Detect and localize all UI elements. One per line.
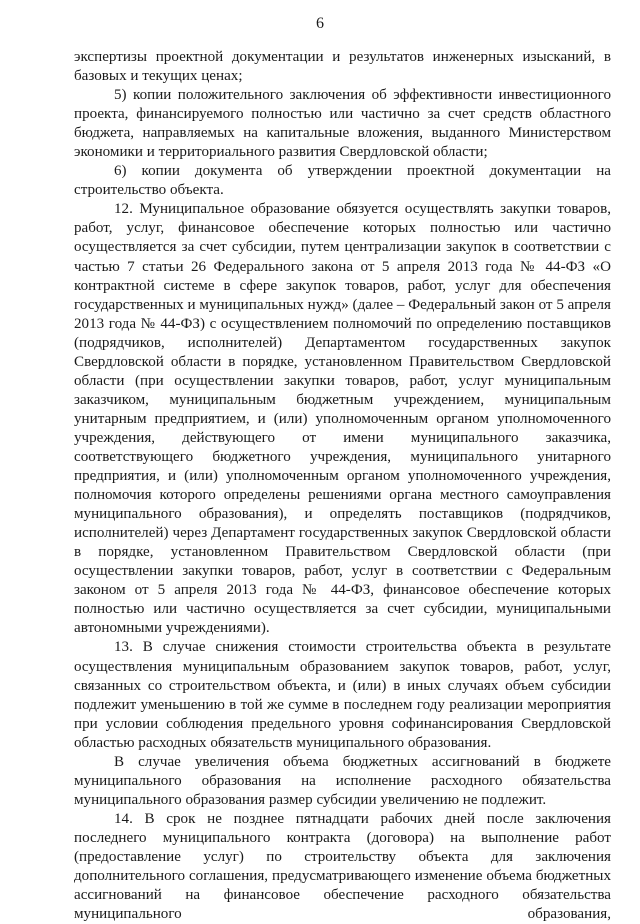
page-number: 6 <box>316 15 324 32</box>
paragraph-budget-increase: В случае увеличения объема бюджетных ассигнований в бюджете муниципального образования на исполнение расходного обязательства муниципального образования размер субсидии увеличению не подлежит. <box>74 753 611 808</box>
paragraph-clause-13: 13. В случае снижения стоимости строительства объекта в результате осуществления муниципальным образованием закупок товаров, работ, услуг, связанных со строительством объекта, и (или) в иных случаях объем субсидии подлежит уменьшению в той же сумме в последнем году реализации мероприятия при условии соблюдения предельного уровня софинансирования Свердловской областью расходных обязательств муниципального образования. <box>74 639 611 751</box>
paragraph-clause-12: 12. Муниципальное образование обязуется осуществлять закупки товаров, работ, услуг, финансовое обеспечение которых полностью или частично осуществляется за счет субсидии, путем централизации закупок в соответствии с частью 7 статьи 26 Федерального закона от 5 апреля 2013 года № 44-ФЗ «О контрактной системе в сфере закупок товаров, работ, услуг для обеспечения государственных и муниципальных нужд» (далее – Федеральный закон от 5 апреля 2013 года № 44-ФЗ) с осуществлением полномочий по определению поставщиков (подрядчиков, исполнителей) Департаментом государственных закупок Свердловской области в порядке, установленном Правительством Свердловской области (при осуществлении закупки товаров, работ, услуг муниципальным заказчиком, муниципальным бюджетным учреждением, муниципальным унитарным предприятием, и (или) уполномоченным органом уполномоченного учреждения, действующего от имени муниципального заказчика, соответствующего бюджетного учреждения, муниципального унитарного предприятия, и (или) уполномоченным органом уполномоченного учреждения, полномочия которого определены решениями органа местного самоуправления муниципального образования), и определять поставщиков (подрядчиков, исполнителей) через Департамент государственных закупок Свердловской области в порядке, установленном Правительством Свердловской области (при осуществлении закупки товаров, работ, услуг в соответствии с Федеральным законом от 5 апреля 2013 года № 44-ФЗ, финансовое обеспечение которых полностью или частично осуществляется за счет субсидии, муниципальными автономными учреждениями). <box>74 201 611 637</box>
paragraph-clause-14: 14. В срок не позднее пятнадцати рабочих дней после заключения последнего муниципального контракта (договора) на выполнение работ (предоставление услуг) по строительству объекта для заключения дополнительного соглашения, предусматривающего изменение объема бюджетных ассигнований на финансовое обеспечение расходного обязательства муниципального образования, <box>74 810 611 923</box>
paragraph-item-5: 5) копии положительного заключения об эффективности инвестиционного проекта, финансируемого полностью или частично за счет средств областного бюджета, направляемых на капитальные вложения, выданного Министерством экономики и территориального развития Свердловской области; <box>74 87 611 161</box>
paragraph-expertise-continuation: экспертизы проектной документации и результатов инженерных изысканий, в базовых и текущих ценах; <box>74 49 611 85</box>
document-body <box>74 48 611 924</box>
paragraph-item-6: 6) копии документа об утверждении проектной документации на строительство объекта. <box>74 163 611 199</box>
